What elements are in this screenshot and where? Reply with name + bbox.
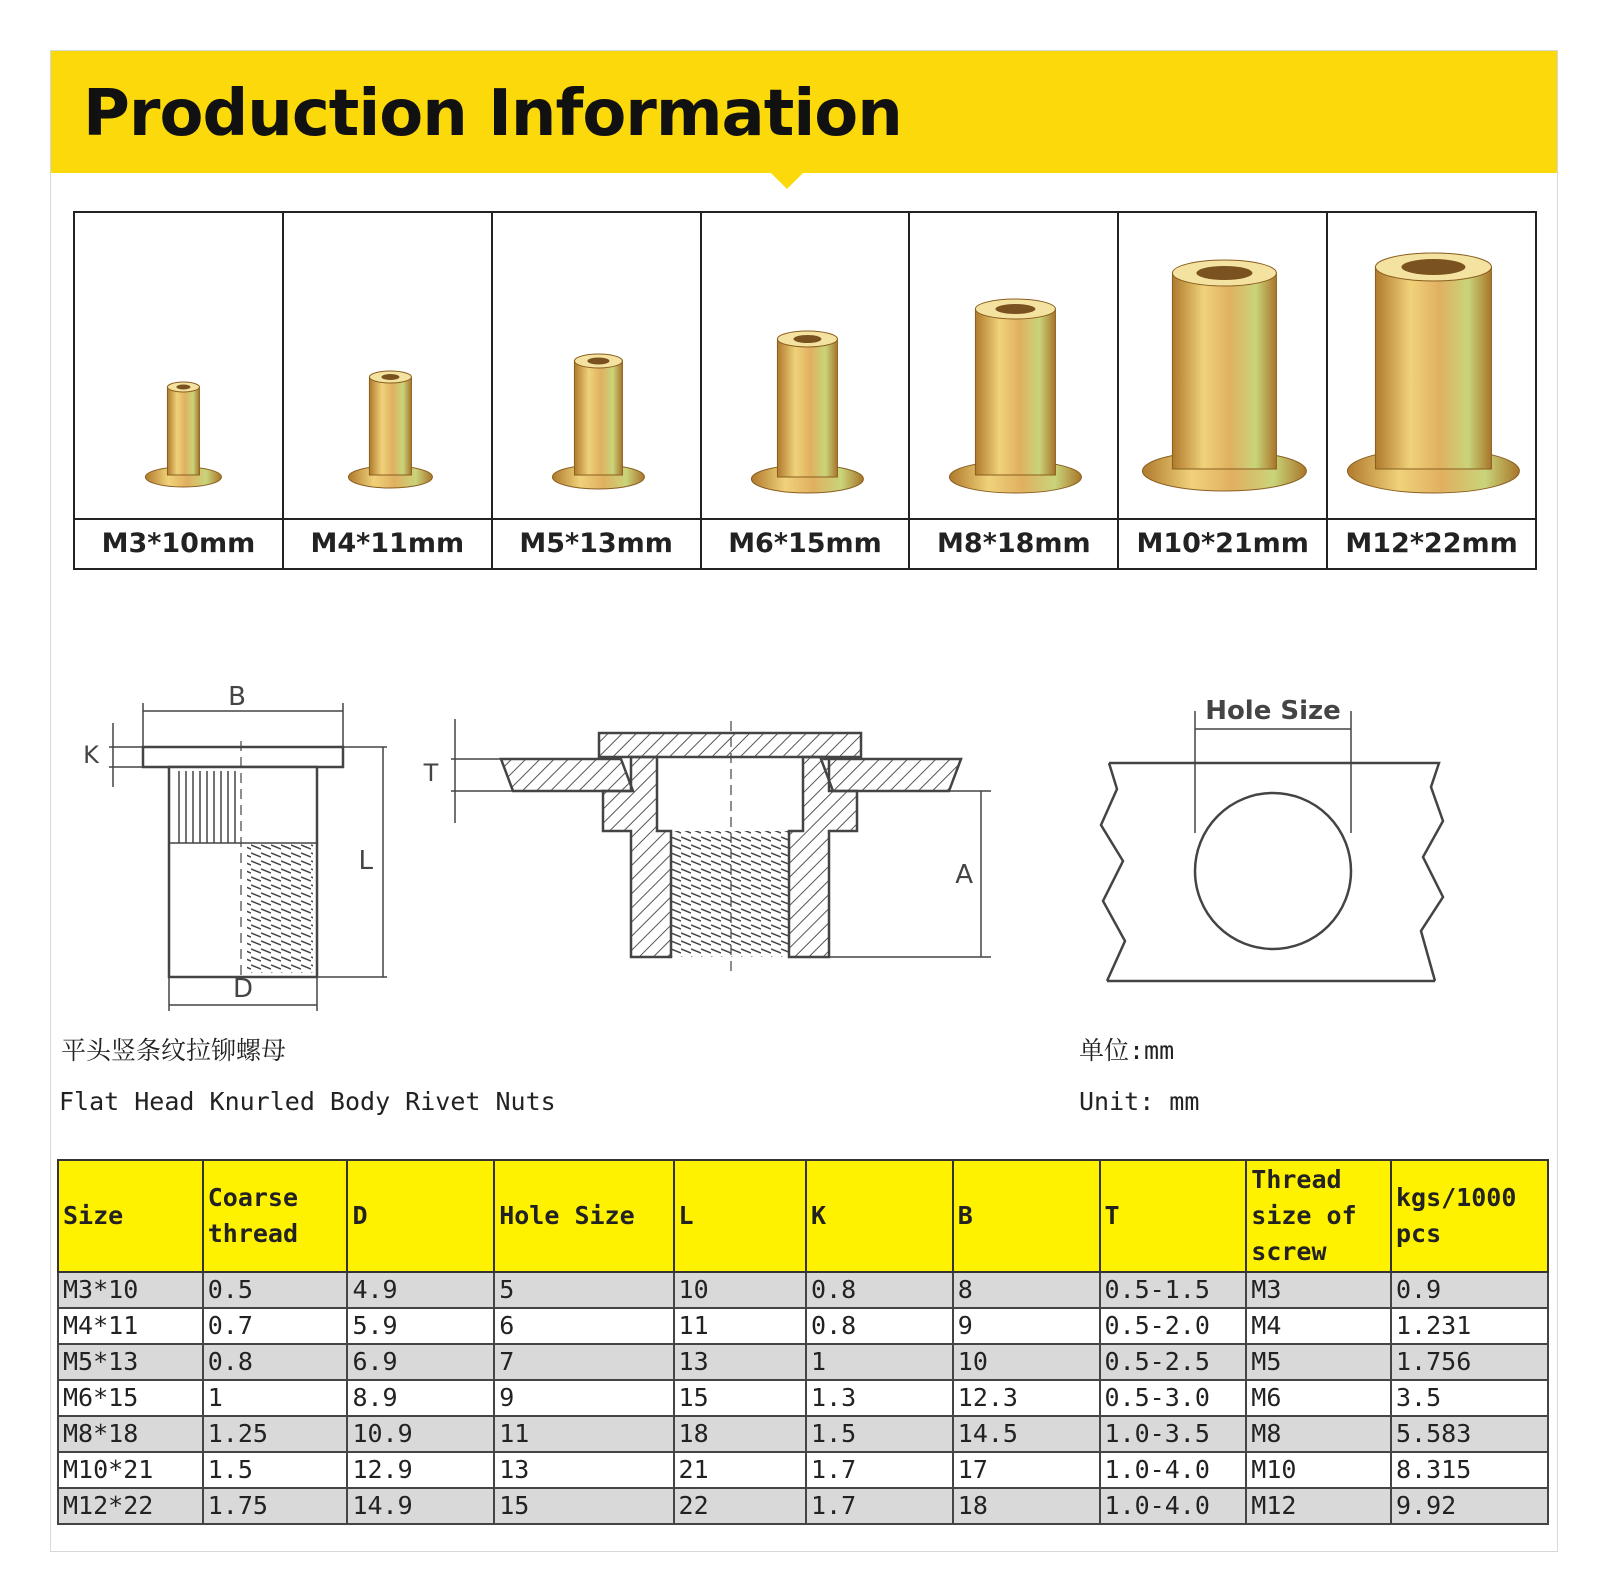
table-cell: 1.7	[806, 1488, 953, 1524]
dim-label-l: L	[358, 846, 373, 876]
table-cell: 5	[494, 1272, 673, 1308]
rivet-nut-image	[1328, 213, 1535, 517]
table-cell: M10	[1246, 1452, 1391, 1488]
table-cell: 0.7	[203, 1308, 348, 1344]
table-header-row	[58, 1160, 1548, 1272]
col-header-d: D	[347, 1160, 494, 1272]
banner-notch	[771, 173, 803, 189]
table-cell: 9	[494, 1380, 673, 1416]
page-title: Production Information	[83, 77, 902, 151]
technical-drawing	[51, 611, 1557, 1031]
table-cell: 0.8	[203, 1344, 348, 1380]
size-gallery	[73, 211, 1537, 570]
table-cell: M5*13	[58, 1344, 203, 1380]
table-cell: 14.5	[953, 1416, 1100, 1452]
table-cell: 1.231	[1391, 1308, 1548, 1344]
table-cell: 1.0-4.0	[1100, 1452, 1247, 1488]
col-header-weight: kgs/1000 pcs	[1391, 1160, 1548, 1272]
table-row	[58, 1344, 1548, 1380]
table-cell: 5.583	[1391, 1416, 1548, 1452]
table-cell: M8*18	[58, 1416, 203, 1452]
table-cell: 13	[494, 1452, 673, 1488]
product-title-cn: 平头竖条纹拉铆螺母	[61, 1036, 287, 1065]
rivet-nut-image	[75, 213, 282, 517]
table-cell: M12*22	[58, 1488, 203, 1524]
table-cell: 0.5-1.5	[1100, 1272, 1247, 1308]
table-cell: 1	[203, 1380, 348, 1416]
table-cell: 0.8	[806, 1272, 953, 1308]
table-cell: 12.3	[953, 1380, 1100, 1416]
table-cell: 5.9	[347, 1308, 494, 1344]
table-cell: 1.0-3.5	[1100, 1416, 1247, 1452]
table-cell: 10	[953, 1344, 1100, 1380]
table-cell: M3	[1246, 1272, 1391, 1308]
table-row	[58, 1416, 1548, 1452]
size-cell	[1328, 213, 1535, 568]
table-cell: M4	[1246, 1308, 1391, 1344]
table-cell: 1.7	[806, 1452, 953, 1488]
size-cell	[75, 213, 284, 568]
table-cell: 1.5	[203, 1452, 348, 1488]
table-cell: 1.5	[806, 1416, 953, 1452]
table-cell: 22	[674, 1488, 806, 1524]
table-cell: 18	[953, 1488, 1100, 1524]
table-cell: 0.5-2.0	[1100, 1308, 1247, 1344]
table-cell: 4.9	[347, 1272, 494, 1308]
product-sheet	[50, 50, 1558, 1552]
size-cell	[1119, 213, 1328, 568]
table-cell: M12	[1246, 1488, 1391, 1524]
unit-cn: 单位:mm	[1079, 1036, 1175, 1065]
size-label: M5*13mm	[493, 518, 700, 568]
table-row	[58, 1488, 1548, 1524]
size-label: M10*21mm	[1119, 518, 1326, 568]
table-cell: 18	[674, 1416, 806, 1452]
size-label: M12*22mm	[1328, 518, 1535, 568]
product-title-en: Flat Head Knurled Body Rivet Nuts	[59, 1087, 556, 1116]
hole-size-drawing	[1101, 711, 1443, 981]
hole-size-label: Hole Size	[1205, 696, 1341, 726]
table-cell: 0.9	[1391, 1272, 1548, 1308]
table-cell: M5	[1246, 1344, 1391, 1380]
table-row	[58, 1380, 1548, 1416]
size-cell	[284, 213, 493, 568]
table-cell: M10*21	[58, 1452, 203, 1488]
table-cell: 1.25	[203, 1416, 348, 1452]
table-cell: 8.315	[1391, 1452, 1548, 1488]
rivet-nut-image	[910, 213, 1117, 517]
table-cell: 10.9	[347, 1416, 494, 1452]
col-header-k: K	[806, 1160, 953, 1272]
table-cell: 9	[953, 1308, 1100, 1344]
table-cell: 1.756	[1391, 1344, 1548, 1380]
rivet-nut-image	[1119, 213, 1326, 517]
size-cell	[910, 213, 1119, 568]
header-banner	[51, 51, 1557, 173]
table-cell: 0.5-3.0	[1100, 1380, 1247, 1416]
table-cell: 15	[674, 1380, 806, 1416]
table-cell: 8	[953, 1272, 1100, 1308]
dim-label-k: K	[83, 741, 99, 769]
table-cell: 11	[674, 1308, 806, 1344]
table-cell: 10	[674, 1272, 806, 1308]
size-label: M6*15mm	[702, 518, 909, 568]
col-header-hole-size: Hole Size	[494, 1160, 673, 1272]
dim-label-t: T	[423, 759, 439, 787]
col-header-coarse-thread: Coarse thread	[203, 1160, 348, 1272]
table-cell: 11	[494, 1416, 673, 1452]
col-header-thread-size: Thread size of screw	[1246, 1160, 1391, 1272]
col-header-size: Size	[58, 1160, 203, 1272]
table-cell: 21	[674, 1452, 806, 1488]
col-header-b: B	[953, 1160, 1100, 1272]
dim-label-a: A	[955, 860, 973, 890]
table-cell: 6	[494, 1308, 673, 1344]
col-header-l: L	[674, 1160, 806, 1272]
table-cell: 3.5	[1391, 1380, 1548, 1416]
table-row	[58, 1272, 1548, 1308]
table-cell: 0.8	[806, 1308, 953, 1344]
size-label: M4*11mm	[284, 518, 491, 568]
table-cell: 6.9	[347, 1344, 494, 1380]
table-cell: M6*15	[58, 1380, 203, 1416]
table-cell: 8.9	[347, 1380, 494, 1416]
table-cell: 14.9	[347, 1488, 494, 1524]
table-cell: M3*10	[58, 1272, 203, 1308]
rivet-nut-image	[702, 213, 909, 517]
table-cell: 1.3	[806, 1380, 953, 1416]
table-cell: 1.75	[203, 1488, 348, 1524]
table-cell: M8	[1246, 1416, 1391, 1452]
rivet-nut-image	[493, 213, 700, 517]
cross-section-drawing	[451, 719, 991, 971]
unit-en: Unit: mm	[1079, 1087, 1200, 1116]
spec-table	[57, 1159, 1549, 1525]
dim-label-d: D	[232, 974, 254, 1004]
table-cell: 0.5	[203, 1272, 348, 1308]
table-cell: M6	[1246, 1380, 1391, 1416]
table-cell: 1.0-4.0	[1100, 1488, 1247, 1524]
size-cell	[493, 213, 702, 568]
size-label: M8*18mm	[910, 518, 1117, 568]
table-cell: 13	[674, 1344, 806, 1380]
table-cell: 0.5-2.5	[1100, 1344, 1247, 1380]
table-row	[58, 1308, 1548, 1344]
rivet-nut-image	[284, 213, 491, 517]
table-cell: 15	[494, 1488, 673, 1524]
table-cell: M4*11	[58, 1308, 203, 1344]
side-view-drawing	[109, 703, 387, 1011]
dim-label-b: B	[228, 682, 246, 712]
col-header-t: T	[1100, 1160, 1247, 1272]
table-cell: 9.92	[1391, 1488, 1548, 1524]
table-cell: 7	[494, 1344, 673, 1380]
table-cell: 1	[806, 1344, 953, 1380]
table-row	[58, 1452, 1548, 1488]
size-cell	[702, 213, 911, 568]
size-label: M3*10mm	[75, 518, 282, 568]
table-cell: 12.9	[347, 1452, 494, 1488]
table-cell: 17	[953, 1452, 1100, 1488]
